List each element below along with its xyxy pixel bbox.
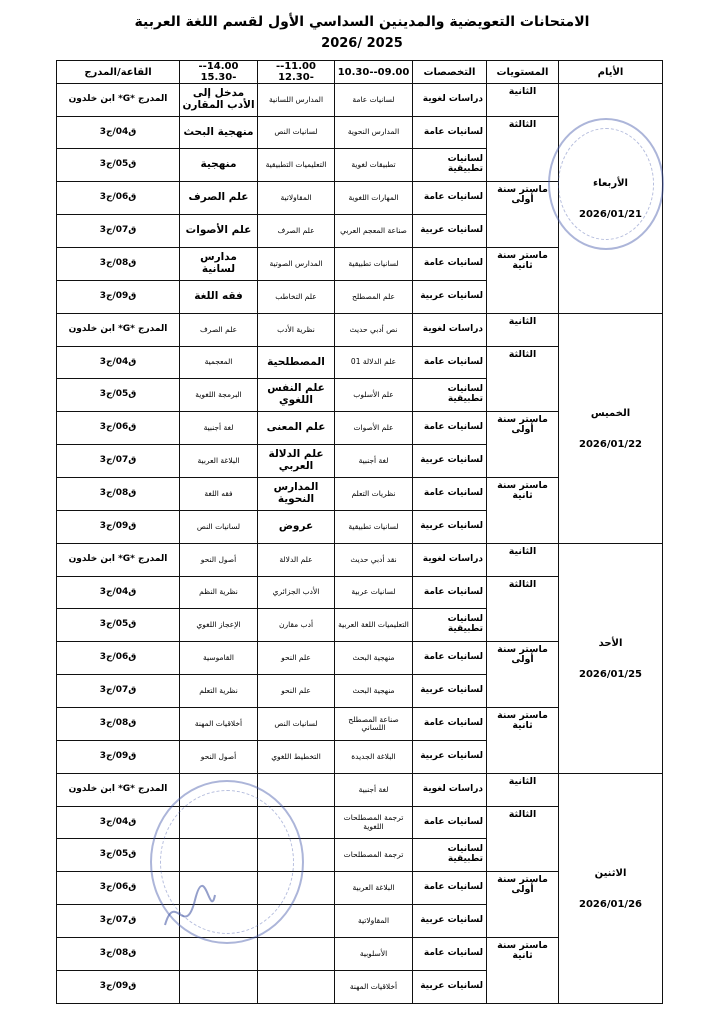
slot-3-cell: نظرية النظم (180, 577, 258, 609)
room-cell: ق04/ج3 (57, 807, 180, 839)
slot-1-cell: المدارس النحوية (335, 117, 413, 149)
day-cell (559, 774, 663, 1004)
slot-3-cell: علم الصرف (180, 314, 258, 347)
room-cell: المدرج *G* ابن خلدون (57, 544, 180, 577)
level-cell: ماستر سنة أولى (487, 412, 559, 478)
level-cell: الثالثة (487, 117, 559, 182)
room-cell: ق05/ج3 (57, 839, 180, 872)
specialty-cell: لسانيات عربية (413, 971, 487, 1004)
specialty-cell: لسانيات تطبيقية (413, 609, 487, 642)
slot-1-cell: المقاولاتية (335, 905, 413, 938)
slot-2-cell: التخطيط اللغوي (258, 741, 335, 774)
slot-2-cell: علم النحو (258, 675, 335, 708)
room-cell: ق08/ج3 (57, 938, 180, 971)
slot-1-cell: صناعة المعجم العربي (335, 215, 413, 248)
specialty-cell: لسانيات تطبيقية (413, 149, 487, 182)
day-cell (559, 314, 663, 544)
slot-2-cell: المصطلحية (258, 347, 335, 379)
slot-3-cell: مدخل إلى الأدب المقارن (180, 84, 258, 117)
specialty-cell: لسانيات عامة (413, 577, 487, 609)
slot-2-cell: المدارس النحوية (258, 478, 335, 511)
specialty-cell: لسانيات عامة (413, 642, 487, 675)
slot-3-cell (180, 905, 258, 938)
room-cell: ق05/ج3 (57, 149, 180, 182)
page-title: الامتحانات التعويضية والمدينين السداسي الأول لقسم اللغة العربية (134, 14, 590, 30)
slot-2-cell: الأدب الجزائري (258, 577, 335, 609)
col-header-slot-2: 11.00---12.30 (258, 61, 335, 84)
room-cell: ق07/ج3 (57, 445, 180, 478)
room-cell: ق05/ج3 (57, 379, 180, 412)
slot-1-cell: نص أدبي حديث (335, 314, 413, 347)
slot-1-cell: صناعة المصطلح اللساني (335, 708, 413, 741)
slot-2-cell: نظرية الأدب (258, 314, 335, 347)
specialty-cell: دراسات لغوية (413, 314, 487, 347)
slot-1-cell: لسانيات تطبيقية (335, 511, 413, 544)
schedule-row (57, 314, 663, 347)
level-cell: ماستر سنة ثانية (487, 708, 559, 774)
specialty-cell: لسانيات عربية (413, 675, 487, 708)
slot-1-cell: علم المصطلح (335, 281, 413, 314)
slot-3-cell: المعجمية (180, 347, 258, 379)
slot-3-cell: مدارس لسانية (180, 248, 258, 281)
slot-3-cell (180, 839, 258, 872)
specialty-cell: لسانيات عربية (413, 741, 487, 774)
slot-2-cell: لسانيات النص (258, 117, 335, 149)
specialty-cell: لسانيات عامة (413, 182, 487, 215)
specialty-cell: لسانيات عامة (413, 347, 487, 379)
level-cell: الثانية (487, 774, 559, 807)
slot-3-cell: علم الأصوات (180, 215, 258, 248)
level-cell: ماستر سنة أولى (487, 182, 559, 248)
specialty-cell: لسانيات عامة (413, 708, 487, 741)
day-name: الأحد (598, 637, 623, 649)
slot-2-cell: علم الدلالة (258, 544, 335, 577)
slot-2-cell (258, 872, 335, 905)
academic-year: 2026/ 2025 (321, 36, 403, 51)
slot-1-cell: علم الدلالة 01 (335, 347, 413, 379)
room-cell: ق09/ج3 (57, 281, 180, 314)
specialty-cell: لسانيات عربية (413, 511, 487, 544)
slot-2-cell: علم النفس اللغوي (258, 379, 335, 412)
specialty-cell: لسانيات تطبيقية (413, 839, 487, 872)
slot-2-cell: المقاولاتية (258, 182, 335, 215)
slot-3-cell: نظرية التعلم (180, 675, 258, 708)
slot-2-cell (258, 938, 335, 971)
specialty-cell: دراسات لغوية (413, 774, 487, 807)
room-cell: ق07/ج3 (57, 215, 180, 248)
specialty-cell: لسانيات تطبيقية (413, 379, 487, 412)
slot-3-cell (180, 807, 258, 839)
slot-2-cell (258, 905, 335, 938)
slot-3-cell: البرمجة اللغوية (180, 379, 258, 412)
slot-1-cell: لسانيات تطبيقية (335, 248, 413, 281)
exam-schedule-table (56, 60, 663, 1004)
room-cell: المدرج *G* ابن خلدون (57, 774, 180, 807)
slot-2-cell: علم النحو (258, 642, 335, 675)
day-cell (559, 84, 663, 314)
specialty-cell: لسانيات عربية (413, 281, 487, 314)
room-cell: ق09/ج3 (57, 971, 180, 1004)
specialty-cell: لسانيات عامة (413, 248, 487, 281)
specialty-cell: لسانيات عامة (413, 412, 487, 445)
slot-2-cell: التعليميات التطبيقية (258, 149, 335, 182)
specialty-cell: لسانيات عامة (413, 117, 487, 149)
slot-2-cell: علم التخاطب (258, 281, 335, 314)
room-cell: المدرج *G* ابن خلدون (57, 314, 180, 347)
slot-1-cell: علم الأصوات (335, 412, 413, 445)
room-cell: المدرج *G* ابن خلدون (57, 84, 180, 117)
level-cell: ماستر سنة ثانية (487, 478, 559, 544)
col-header-slot-1: 09.00--10.30 (335, 61, 413, 84)
specialty-cell: لسانيات عربية (413, 215, 487, 248)
slot-3-cell: علم الصرف (180, 182, 258, 215)
slot-3-cell: فقه اللغة (180, 281, 258, 314)
schedule-row (57, 544, 663, 577)
slot-2-cell: علم الصرف (258, 215, 335, 248)
room-cell: ق06/ج3 (57, 872, 180, 905)
slot-3-cell (180, 971, 258, 1004)
room-cell: ق05/ج3 (57, 609, 180, 642)
day-date: 2026/01/26 (579, 898, 642, 910)
col-header-levels: المستويات (487, 61, 559, 84)
slot-2-cell (258, 971, 335, 1004)
day-name: الخميس (590, 407, 631, 419)
col-header-days: الأيام (559, 61, 663, 84)
specialty-cell: لسانيات عامة (413, 807, 487, 839)
slot-1-cell: المهارات اللغوية (335, 182, 413, 215)
slot-1-cell: نقد أدبي حديث (335, 544, 413, 577)
specialty-cell: لسانيات عامة (413, 938, 487, 971)
room-cell: ق06/ج3 (57, 412, 180, 445)
slot-1-cell: البلاغة العربية (335, 872, 413, 905)
slot-2-cell (258, 774, 335, 807)
slot-1-cell: لسانيات عربية (335, 577, 413, 609)
slot-1-cell: البلاغة الجديدة (335, 741, 413, 774)
slot-3-cell: الإعجاز اللغوي (180, 609, 258, 642)
room-cell: ق04/ج3 (57, 117, 180, 149)
slot-1-cell: ترجمة المصطلحات اللغوية (335, 807, 413, 839)
slot-3-cell (180, 938, 258, 971)
level-cell: الثالثة (487, 807, 559, 872)
level-cell: الثالثة (487, 577, 559, 642)
col-header-specialties: التخصصات (413, 61, 487, 84)
day-date: 2026/01/21 (579, 208, 642, 220)
slot-3-cell (180, 774, 258, 807)
slot-2-cell: علم المعنى (258, 412, 335, 445)
specialty-cell: دراسات لغوية (413, 84, 487, 117)
room-cell: ق08/ج3 (57, 248, 180, 281)
level-cell: الثانية (487, 84, 559, 117)
room-cell: ق04/ج3 (57, 347, 180, 379)
slot-1-cell: منهجية البحث (335, 642, 413, 675)
slot-3-cell (180, 872, 258, 905)
slot-3-cell: أصول النحو (180, 741, 258, 774)
slot-1-cell: لغة أجنبية (335, 445, 413, 478)
specialty-cell: دراسات لغوية (413, 544, 487, 577)
slot-3-cell: منهجية (180, 149, 258, 182)
slot-2-cell: علم الدلالة العربي (258, 445, 335, 478)
header-row (57, 61, 663, 84)
slot-1-cell: لغة أجنبية (335, 774, 413, 807)
specialty-cell: لسانيات عربية (413, 905, 487, 938)
slot-2-cell: المدارس الصوتية (258, 248, 335, 281)
level-cell: ماستر سنة أولى (487, 642, 559, 708)
slot-3-cell: فقه اللغة (180, 478, 258, 511)
room-cell: ق07/ج3 (57, 905, 180, 938)
slot-1-cell: ترجمة المصطلحات (335, 839, 413, 872)
slot-1-cell: نظريات التعلم (335, 478, 413, 511)
level-cell: الثانية (487, 544, 559, 577)
day-date: 2026/01/22 (579, 438, 642, 450)
specialty-cell: لسانيات عامة (413, 872, 487, 905)
slot-1-cell: لسانيات عامة (335, 84, 413, 117)
room-cell: ق04/ج3 (57, 577, 180, 609)
slot-1-cell: الأسلوبية (335, 938, 413, 971)
col-header-room: القاعة/المدرج (57, 61, 180, 84)
day-name: الأربعاء (593, 177, 628, 189)
room-cell: ق06/ج3 (57, 642, 180, 675)
slot-1-cell: منهجية البحث (335, 675, 413, 708)
day-name: الاثنين (594, 867, 627, 879)
schedule-row (57, 84, 663, 117)
specialty-cell: لسانيات عامة (413, 478, 487, 511)
schedule-row (57, 774, 663, 807)
room-cell: ق08/ج3 (57, 708, 180, 741)
slot-3-cell: منهجية البحث (180, 117, 258, 149)
day-cell (559, 544, 663, 774)
day-date: 2026/01/25 (579, 668, 642, 680)
room-cell: ق09/ج3 (57, 741, 180, 774)
slot-3-cell: أخلاقيات المهنة (180, 708, 258, 741)
slot-3-cell: القاموسية (180, 642, 258, 675)
room-cell: ق08/ج3 (57, 478, 180, 511)
slot-1-cell: التعليميات اللغة العربية (335, 609, 413, 642)
slot-1-cell: تطبيقات لغوية (335, 149, 413, 182)
level-cell: ماستر سنة أولى (487, 872, 559, 938)
room-cell: ق09/ج3 (57, 511, 180, 544)
slot-3-cell: لسانيات النص (180, 511, 258, 544)
room-cell: ق06/ج3 (57, 182, 180, 215)
slot-2-cell: أدب مقارن (258, 609, 335, 642)
slot-2-cell: لسانيات النص (258, 708, 335, 741)
slot-2-cell: عروض (258, 511, 335, 544)
slot-3-cell: لغة أجنبية (180, 412, 258, 445)
slot-1-cell: أخلاقيات المهنة (335, 971, 413, 1004)
col-header-slot-3: 14.00---15.30 (180, 61, 258, 84)
room-cell: ق07/ج3 (57, 675, 180, 708)
level-cell: ماستر سنة ثانية (487, 248, 559, 314)
slot-3-cell: أصول النحو (180, 544, 258, 577)
level-cell: الثانية (487, 314, 559, 347)
specialty-cell: لسانيات عربية (413, 445, 487, 478)
slot-2-cell (258, 839, 335, 872)
slot-2-cell (258, 807, 335, 839)
slot-3-cell: البلاغة العربية (180, 445, 258, 478)
slot-2-cell: المدارس اللسانية (258, 84, 335, 117)
level-cell: ماستر سنة ثانية (487, 938, 559, 1004)
slot-1-cell: علم الأسلوب (335, 379, 413, 412)
level-cell: الثالثة (487, 347, 559, 412)
